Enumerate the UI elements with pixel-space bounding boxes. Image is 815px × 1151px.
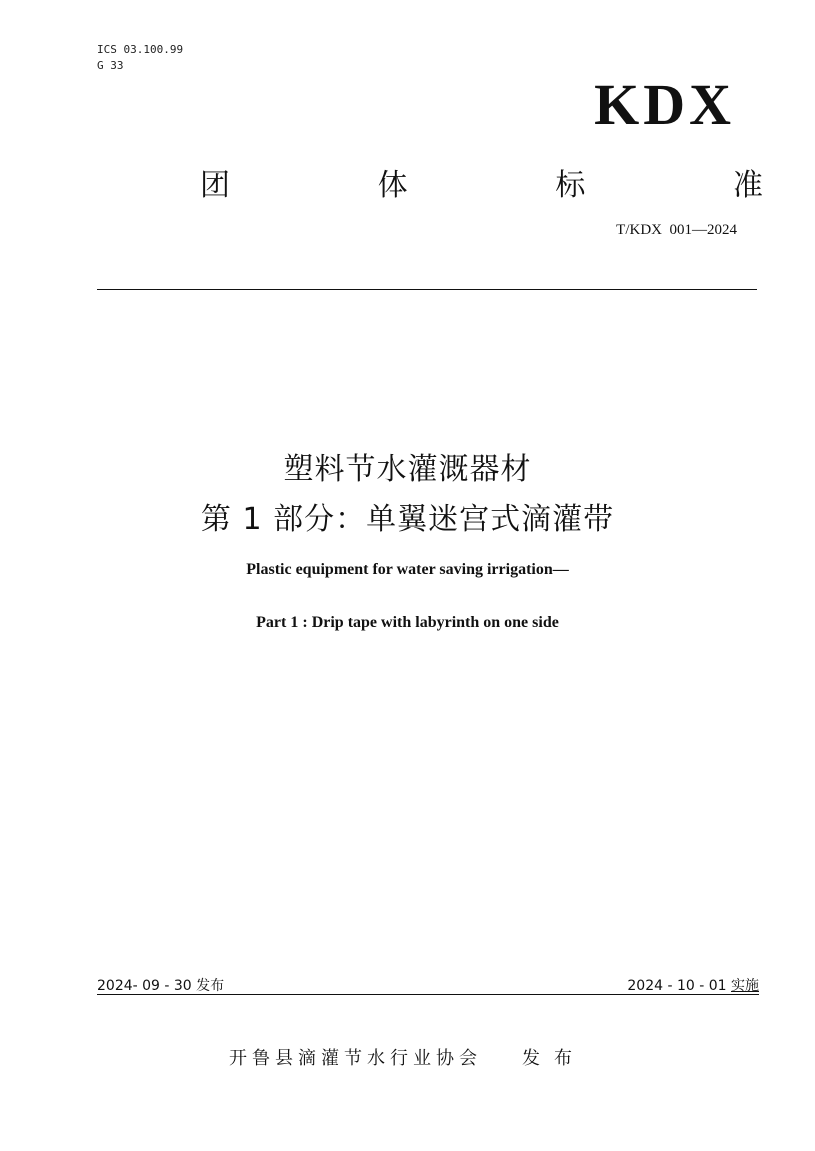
issuing-organization: 开鲁县滴灌节水行业协会 — [229, 1048, 482, 1069]
issuer-line — [0, 1044, 815, 1070]
implementation-date-value: 2024 - 10 - 01 — [627, 978, 731, 994]
ics-code: ICS 03.100.99 — [97, 43, 184, 56]
title-en-line2: Part 1 : Drip tape with labyrinth on one side — [256, 614, 559, 631]
footer-divider — [97, 994, 759, 995]
standard-type-heading — [200, 160, 763, 204]
standard-code: T/KDX 001—2024 — [616, 222, 737, 238]
standard-type-char: 体 — [377, 168, 408, 203]
ccs-code: G 33 — [97, 59, 124, 72]
title-cn-line1: 塑料节水灌溉器材 — [283, 452, 532, 487]
kdx-logo: KDX — [594, 72, 735, 137]
implementation-label: 实施 — [731, 978, 759, 994]
implementation-date — [627, 975, 759, 995]
classification-block — [97, 42, 183, 74]
title-en-line1: Plastic equipment for water saving irrigation— — [246, 561, 569, 578]
standard-type-char: 标 — [555, 168, 586, 203]
standard-type-char: 团 — [200, 168, 230, 203]
standard-type-char: 准 — [732, 168, 763, 203]
issue-label: 发布 — [522, 1048, 586, 1069]
header-divider — [97, 289, 757, 290]
title-cn-line2: 第 1 部分：单翼迷宫式滴灌带 — [200, 502, 615, 537]
release-date: 2024- 09 - 30 发布 — [97, 978, 225, 994]
